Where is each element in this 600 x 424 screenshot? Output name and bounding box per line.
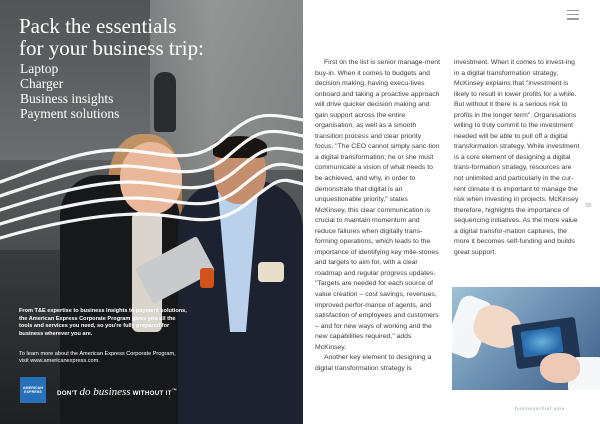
- article-page: [303, 0, 600, 424]
- essentials-item-payment-solutions: Payment solutions: [20, 106, 120, 121]
- article-paragraph: Another key element to designing a digital transformation strategy is: [315, 354, 432, 372]
- article-paragraph: First on the list is senior manage-ment buy-in. When it comes to budgets and decision making, having execu-tives onboard and taking a proactive approach will drive quicker decision making and gain support across the entire organisation, as well as a smooth transition process and clear priority focus. "The CEO cannot simply sanc-tion a digital transformation; he or she must communicate a vision of what needs to be achieved, and why, in order to demonstrate that digital is an unquestionable priority," states McKinsey, this clear communication is crucial to maintain momentum and reduce failures when digitally trans-forming operations, which leads to the importance of identifying key mile-stones and targets to aim for, with a clear roadmap and regular progress updates. "Targets are needed for each source of value creation – cost savings, revenues, improved perfor-mance of agents, and satisfaction of employees and customers – and for new ways of working and the new capabilities required," adds McKinsey.: [315, 59, 441, 351]
- article-column-1: [315, 58, 440, 374]
- essentials-list: [20, 61, 119, 121]
- ad-headline-line-1: Pack the essentials: [19, 14, 177, 38]
- photo-hand-right: [540, 353, 580, 383]
- essentials-item-charger: Charger: [20, 76, 64, 91]
- tagline-script: do business: [79, 386, 131, 398]
- article-paragraph: investment. When it comes to invest-ing in a digital transformation strategy, McKinsey explains that "investment is likely to result in lower profits for a while. But without it there is a serious risk to profits in the longer term". Organisations willing to truly commit to the investment needed will be able to pull off a digital transformation strategy. While investment is a core element of designing a digital trans-formation strategy, resources are not unlimited and particularly in the cur-rent climate it is important to manage the risk when investing in projects. McKinsey therefore, highlights the importance of sequencing initiatives. As the more value a digital transfor-mation captures, the more it becomes self-funding and builds great support.: [454, 59, 580, 256]
- amex-logo-line-2: EXPRESS: [24, 390, 42, 394]
- ad-tagline: [57, 386, 177, 398]
- ad-headline-line-2: for your business trip:: [19, 36, 204, 60]
- essentials-item-laptop: Laptop: [20, 61, 59, 76]
- amex-logo-line-1: AMERICAN: [22, 385, 44, 390]
- tagline-pre: DON'T: [57, 390, 78, 397]
- tagline-post: WITHOUT IT: [132, 390, 172, 397]
- essentials-item-business-insights: Business insights: [20, 91, 114, 106]
- american-express-logo: [20, 377, 46, 403]
- ad-body-copy: From T&E expertise to business insights to payment solutions, the American Express Corporate Program gives you all the tools and services you need, so you're fully prepared for business wherever you are.: [19, 308, 187, 337]
- ad-learn-more: To learn more about the American Express Corporate Program, visit www.americanexpress.com.: [19, 351, 176, 365]
- ad-headline: [19, 15, 289, 59]
- site-footer[interactable]: businesschief.asia: [515, 407, 565, 412]
- hamburger-menu-icon[interactable]: [567, 10, 579, 20]
- article-column-2: [454, 58, 580, 258]
- digital-tablet-photo: [452, 287, 600, 390]
- page-number: 55: [586, 203, 592, 209]
- tagline-trademark: ™: [171, 387, 178, 394]
